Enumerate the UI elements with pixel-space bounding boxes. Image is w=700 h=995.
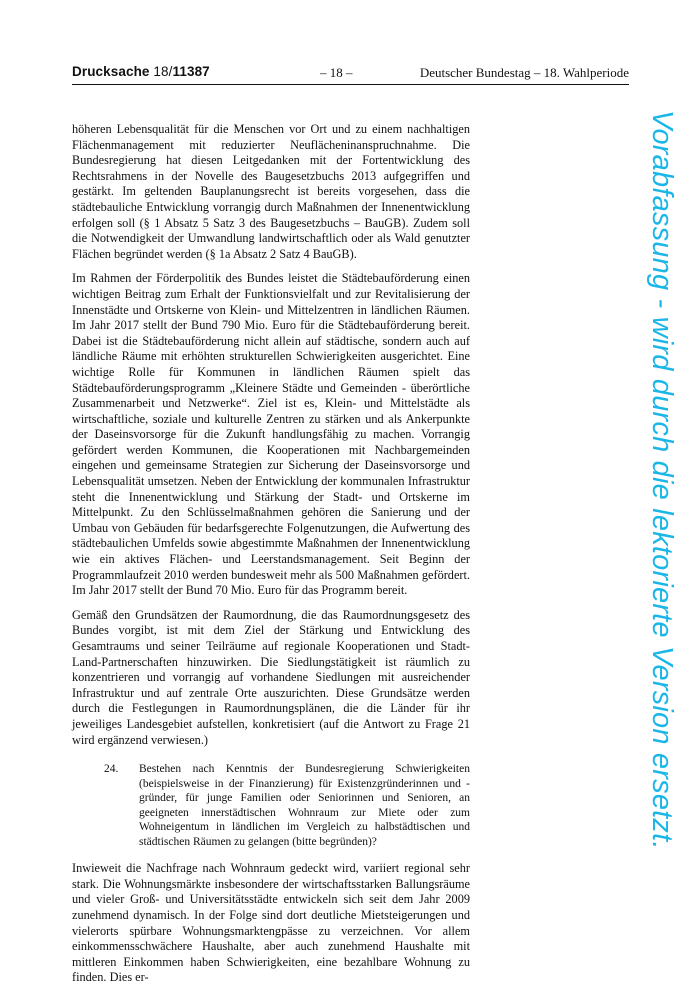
question-text: Bestehen nach Kenntnis der Bundesregierung Schwierigkeiten (beispielsweise in der Finanzierung) für Existenzgründerinnen und -gründer, für junge Familien oder Seniorinnen und Senioren, an geeigneten innerstädtischen Wohnraum zur Miete oder zum Wohneigentum in ländlichen im Vergleich zu halbstädtischen und städtischen Räumen zu gelangen (bitte begründen)? [139,763,470,848]
draft-watermark [630,110,690,910]
question-block [72,762,470,849]
document-body [72,122,470,995]
institution: Deutscher Bundestag – 18. Wahlperiode [419,65,629,80]
watermark-text: Vorabfassung - wird durch die lektorierte Version ersetzt. [646,110,678,850]
paragraph-1: höheren Lebensqualität für die Menschen vor Ort und zu einem nachhaltigen Flächenmanagement mit reduzierter Neuflächeninanspruchnahme. Die Bundesregierung hat diesen Leitgedanken mit der Fortentwicklung des Rechtsrahmens in der Novelle des Baugesetzbuchs 2013 aufgegriffen und gestärkt. Im geltenden Bauplanungsrecht ist bereits vorgesehen, dass die städtebauliche Entwicklung vorrangig durch Maßnahmen der Innenentwicklung erfolgen soll (§ 1 Absatz 5 Satz 3 des Baugesetzbuchs – BauGB). Zudem soll die Notwendigkeit der Umwandlung landwirtschaftlich oder als Wald genutzter Flächen begründet werden (§ 1a Absatz 2 Satz 4 BauGB). [72,122,470,261]
document-number [72,64,210,79]
page-number: – 18 – [320,65,353,80]
paragraph-3: Gemäß den Grundsätzen der Raumordnung, die das Raumordnungsgesetz des Bundes vorgibt, ist mit dem Ziel der Stärkung und Entwicklung des Gesamtraums und seiner Teilräume auf regionale Kooperationen und Stadt-Land-Partnerschaften hinzuwirken. Die Siedlungstätigkeit ist räumlich zu konzentrieren und vorrangig auf vorhandene Siedlungen mit ausreichender Infrastruktur und auf zentrale Orte auszurichten. Diese Grundsätze werden durch die Festlegungen in Raumordnungsplänen, die die Länder für ihr jeweiliges Landesgebiet aufstellen, konkretisiert (auf die Antwort zu Frage 21 wird ergänzend verwiesen.) [72,607,470,747]
paragraph-2: Im Rahmen der Förderpolitik des Bundes leistet die Städtebauförderung einen wichtigen Beitrag zum Erhalt der Funktionsvielfalt und zur Revitalisierung der Innenstädte und Ortskerne von Klein- und Mittelzentren in ländlichen Räumen. Im Jahr 2017 stellt der Bund 790 Mio. Euro für die Städtebauförderung bereit. Dabei ist die Städtebauförderung nicht allein auf städtische, sondern auch auf ländliche Räume mit erhöhten strukturellen Schwierigkeiten ausgerichtet. Eine wichtige Rolle für Kommunen in ländlichen Räumen spielt das Städtebauförderungsprogramm „Kleinere Städte und Gemeinden - überörtliche Zusammenarbeit und Netzwerke“. Ziel ist es, Klein- und Mittelstädte als wirtschaftliche, soziale und kulturelle Zentren zu stärken und als Ankerpunkte der Daseinsvorsorge für die Zukunft handlungsfähig zu machen. Vorrangig gefördert werden Kommunen, die Kooperationen mit Nachbargemeinden eingehen und gemeinsame Strategien zur Sicherung der Daseinsvorsorge und Lebensqualität umsetzen. Neben der Entwicklung der kommunalen Infrastruktur steht die Innenentwicklung und Stärkung der Stadt- und Ortskerne im Mittelpunkt. Zu den Schlüsselmaßnahmen gehören die Sanierung und der Umbau von Gebäuden für bedarfsgerechte Folgenutzungen, die Aufwertung des städtebaulichen Umfelds sowie abgestimmte Maßnahmen der Innenentwicklung wie ein aktives Flächen- und Leerstandsmanagement. Seit Beginn der Programmlaufzeit 2010 werden bundesweit mehr als 500 Maßnahmen gefördert. Im Jahr 2017 stellt der Bund 70 Mio. Euro für das Programm bereit. [72,271,470,598]
question-number: 24. [104,763,119,776]
doc-num: 11387 [172,64,210,79]
doc-num-prefix: 18/ [153,64,173,79]
page-header [72,62,629,85]
answer-paragraph: Inwieweit die Nachfrage nach Wohnraum gedeckt wird, variiert regional sehr stark. Die Wohnungsmärkte insbesondere der wirtschaftsstarken Ballungsräume und vieler Groß- und Universitätsstädte entwickeln sich seit dem Jahr 2009 zunehmend dynamisch. In der Folge sind dort deutliche Mietsteigerungen und vielerorts spürbare Wohnungsmarktengpässe zu verzeichnen. Vor allem einkommensschwächere Haushalte, aber auch zunehmend Haushalte mit mittleren Einkommen haben Schwierigkeiten, eine bezahlbare Wohnung zu finden. Dies er- [72,861,470,985]
doc-label: Drucksache [72,64,150,79]
